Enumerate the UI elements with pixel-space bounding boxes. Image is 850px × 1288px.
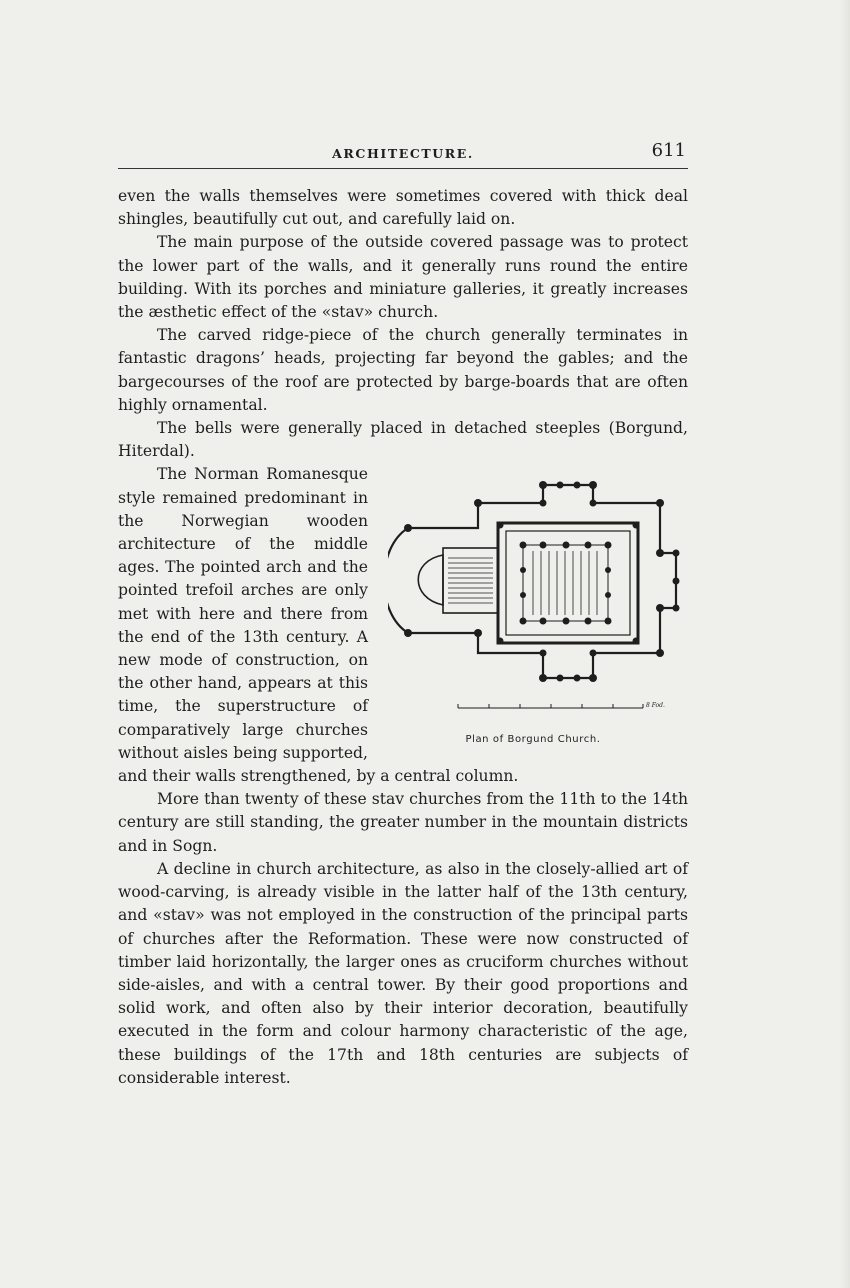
page-edge-shadow bbox=[840, 0, 850, 1288]
body-text bbox=[118, 185, 688, 1090]
figure-caption: Plan of Borgund Church. bbox=[465, 734, 601, 746]
paragraph-6: More than twenty of these stav churches from the 11th to the 14th century are still standing, the greater number in the mountain districts and in Sogn. bbox=[118, 790, 688, 855]
outer-apse bbox=[388, 528, 408, 633]
paragraph-5: The Norman Romanesque style remained predominant in the Norwegian wooden architecture of the middle ages. The pointed arch and the pointed trefoil arches are only met with here and there from the end of the 13th century. A new mode of construction, on the other hand, appears at this time, the superstructure of comparatively large churches without aisles being supported, and their walls strengthened, by a central column. bbox=[118, 465, 519, 786]
paragraph-7: A decline in church architecture, as also in the closely-allied art of wood-carving, is already visible in the latter half of the 13th century, and «stav» was not employed in the construction of the principal parts of churches after the Reformation. These were now constructed of timber laid horizontally, the larger ones as cruciform churches without side-aisles, and with a central tower. By their good proportions and solid work, and often also by their interior decoration, beautifully executed in the form and colour harmony characteristic of the age, these buildings of the 17th and 18th centuries are subjects of considerable interest. bbox=[118, 859, 688, 1087]
paragraph-2: The main purpose of the outside covered passage was to protect the lower part of the walls, and it generally runs round the entire building. With its porches and miniature galleries, it greatly increases the æsthetic effect of the «stav» church. bbox=[118, 233, 688, 322]
paragraph-3: The carved ridge-piece of the church generally terminates in fantastic dragons’ heads, projecting far beyond the gables; and the bargecourses of the roof are protected by barge-boards that are often highly ornamental. bbox=[118, 326, 688, 414]
page-number: 611 bbox=[651, 140, 686, 161]
paragraph-1: even the walls themselves were sometimes covered with thick deal shingles, beautifully cut out, and carefully laid on. bbox=[118, 187, 688, 229]
nave bbox=[498, 523, 638, 643]
central-arcade bbox=[523, 545, 608, 621]
scale-label: 8 Fod. bbox=[646, 702, 665, 710]
chancel-apse bbox=[418, 555, 443, 605]
scale-bar bbox=[458, 704, 643, 708]
borgund-church-floor-plan bbox=[388, 463, 688, 723]
running-title: ARCHITECTURE. bbox=[332, 146, 474, 161]
paragraph-4: The bells were generally placed in detached steeples (Borgund, Hiterdal). bbox=[118, 419, 688, 461]
borgund-plan-figure bbox=[378, 463, 688, 748]
page-header bbox=[118, 138, 688, 169]
outer-gallery-outline bbox=[408, 485, 676, 678]
